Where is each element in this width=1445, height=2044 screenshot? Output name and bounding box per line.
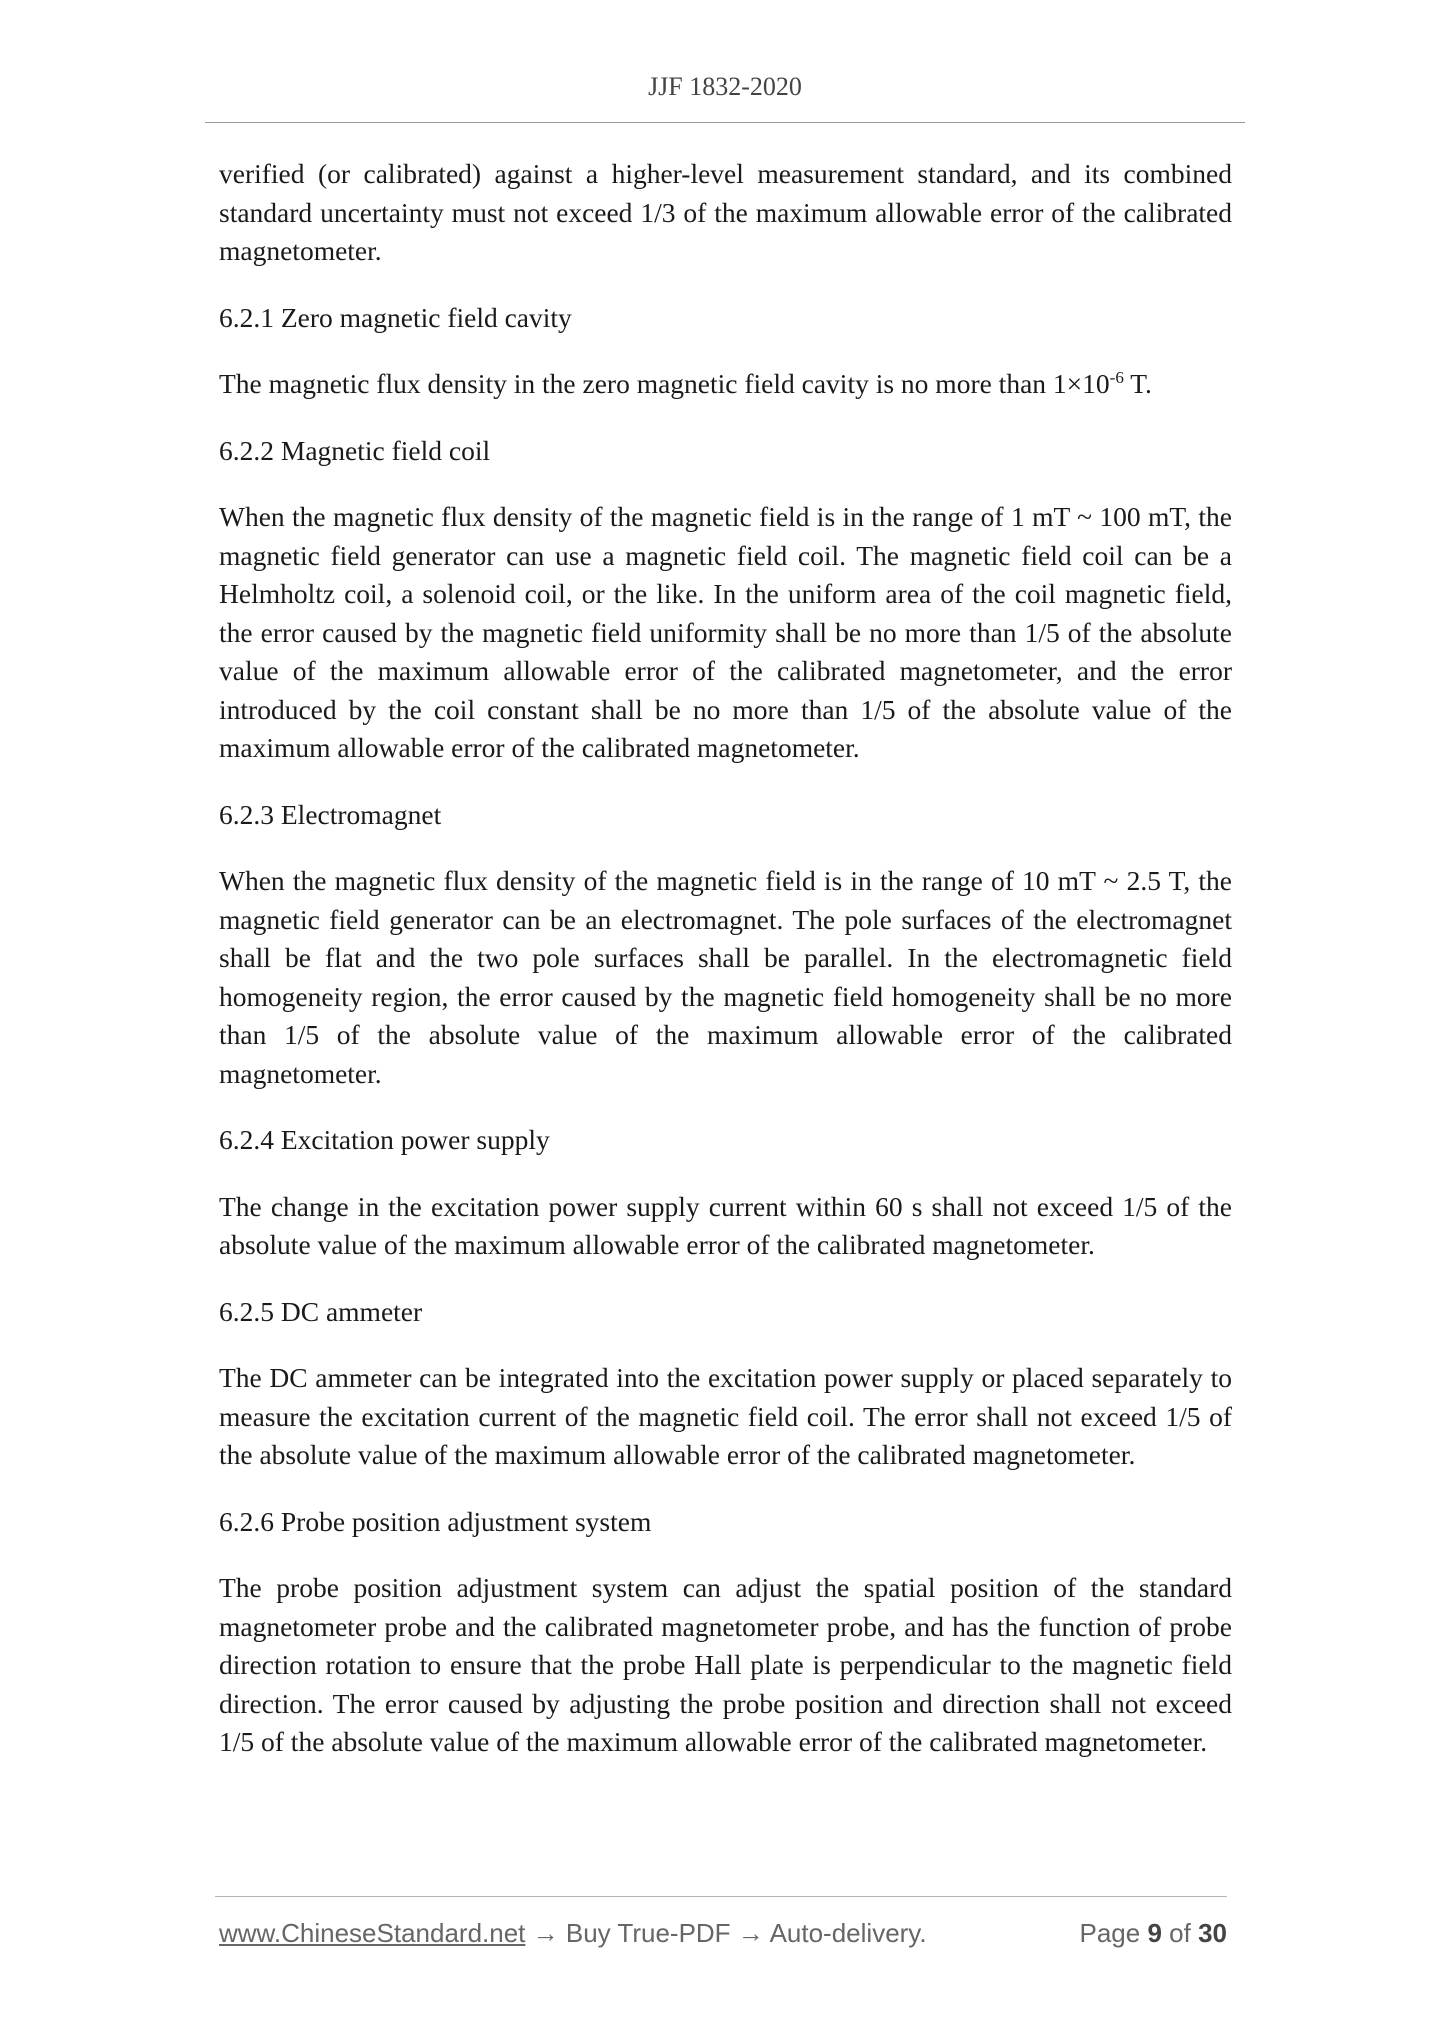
page-total: 30 bbox=[1198, 1918, 1227, 1948]
website-link[interactable]: www.ChineseStandard.net bbox=[219, 1918, 526, 1948]
section-heading-power-supply: 6.2.4 Excitation power supply bbox=[219, 1124, 550, 1155]
page-of-label: of bbox=[1169, 1918, 1191, 1948]
section-text-dc-ammeter: The DC ammeter can be integrated into the excitation power supply or placed separately to measure the excitation current of the magnetic field coil. The error shall not exceed 1/5 of the absolute value of the maximum allowable error of the calibrated magnetometer. bbox=[219, 1362, 1232, 1470]
section-text-field-coil: When the magnetic flux density of the magnetic field is in the range of 1 mT ~ 100 mT, the magnetic field generator can use a magnetic field coil. The magnetic field coil can be a Helmholtz coil, a solenoid coil, or the like. In the uniform area of the coil magnetic field, the error caused by the magnetic field uniformity shall be no more than 1/5 of the absolute value of the maximum allowable error of the calibrated magnetometer, and the error introduced by the coil constant shall be no more than 1/5 of the absolute value of the maximum allowable error of the calibrated magnetometer. bbox=[219, 501, 1232, 763]
footer-divider bbox=[215, 1896, 1227, 1897]
document-id-header: JJF 1832-2020 bbox=[648, 72, 802, 101]
section-text-probe-adjustment: The probe position adjustment system can adjust the spatial position of the standard magnetometer probe and the calibrated magnetometer probe, and has the function of probe direction rotation to ensure that the probe Hall plate is perpendicular to the magnetic field direction. The error caused by adjusting the probe position and direction shall not exceed 1/5 of the absolute value of the maximum allowable error of the calibrated magnetometer. bbox=[219, 1572, 1232, 1757]
flux-exponent: -6 bbox=[1109, 367, 1124, 387]
page-body bbox=[219, 155, 1232, 1790]
section-text-electromagnet: When the magnetic flux density of the magnetic field is in the range of 10 mT ~ 2.5 T, the magnetic field generator can be an electromagnet. The pole surfaces of the electromagnet shall be flat and the two pole surfaces shall be parallel. In the electromagnetic field homogeneity region, the error caused by the magnetic field homogeneity shall be no more than 1/5 of the absolute value of the maximum allowable error of the calibrated magnetometer. bbox=[219, 865, 1232, 1089]
header-divider bbox=[205, 122, 1245, 123]
intro-paragraph: verified (or calibrated) against a higher-level measurement standard, and its combined standard uncertainty must not exceed 1/3 of the maximum allowable error of the calibrated magnetometer. bbox=[219, 158, 1232, 266]
page-number bbox=[1079, 1918, 1227, 1949]
section-text-power-supply: The change in the excitation power supply current within 60 s shall not exceed 1/5 of the absolute value of the maximum allowable error of the calibrated magnetometer. bbox=[219, 1190, 1232, 1260]
flux-text-after: T. bbox=[1123, 368, 1152, 399]
section-heading-probe-adjustment: 6.2.6 Probe position adjustment system bbox=[219, 1505, 652, 1537]
footer-promo-text: → Buy True-PDF → Auto-delivery. bbox=[525, 1918, 927, 1948]
section-heading-electromagnet: 6.2.3 Electromagnet bbox=[219, 798, 442, 830]
section-heading-field-coil: 6.2.2 Magnetic field coil bbox=[219, 434, 491, 466]
section-text-zero-field-cavity bbox=[219, 365, 1232, 404]
section-heading-dc-ammeter: 6.2.5 DC ammeter bbox=[219, 1295, 423, 1327]
page-footer bbox=[219, 1918, 1227, 1958]
flux-text-before: The magnetic flux density in the zero magnetic field cavity is no more than 1×10 bbox=[219, 368, 1110, 399]
page-current: 9 bbox=[1147, 1918, 1162, 1948]
section-heading-zero-field-cavity: 6.2.1 Zero magnetic field cavity bbox=[219, 301, 572, 333]
footer-promo bbox=[219, 1918, 927, 1949]
page-label: Page bbox=[1079, 1918, 1141, 1948]
